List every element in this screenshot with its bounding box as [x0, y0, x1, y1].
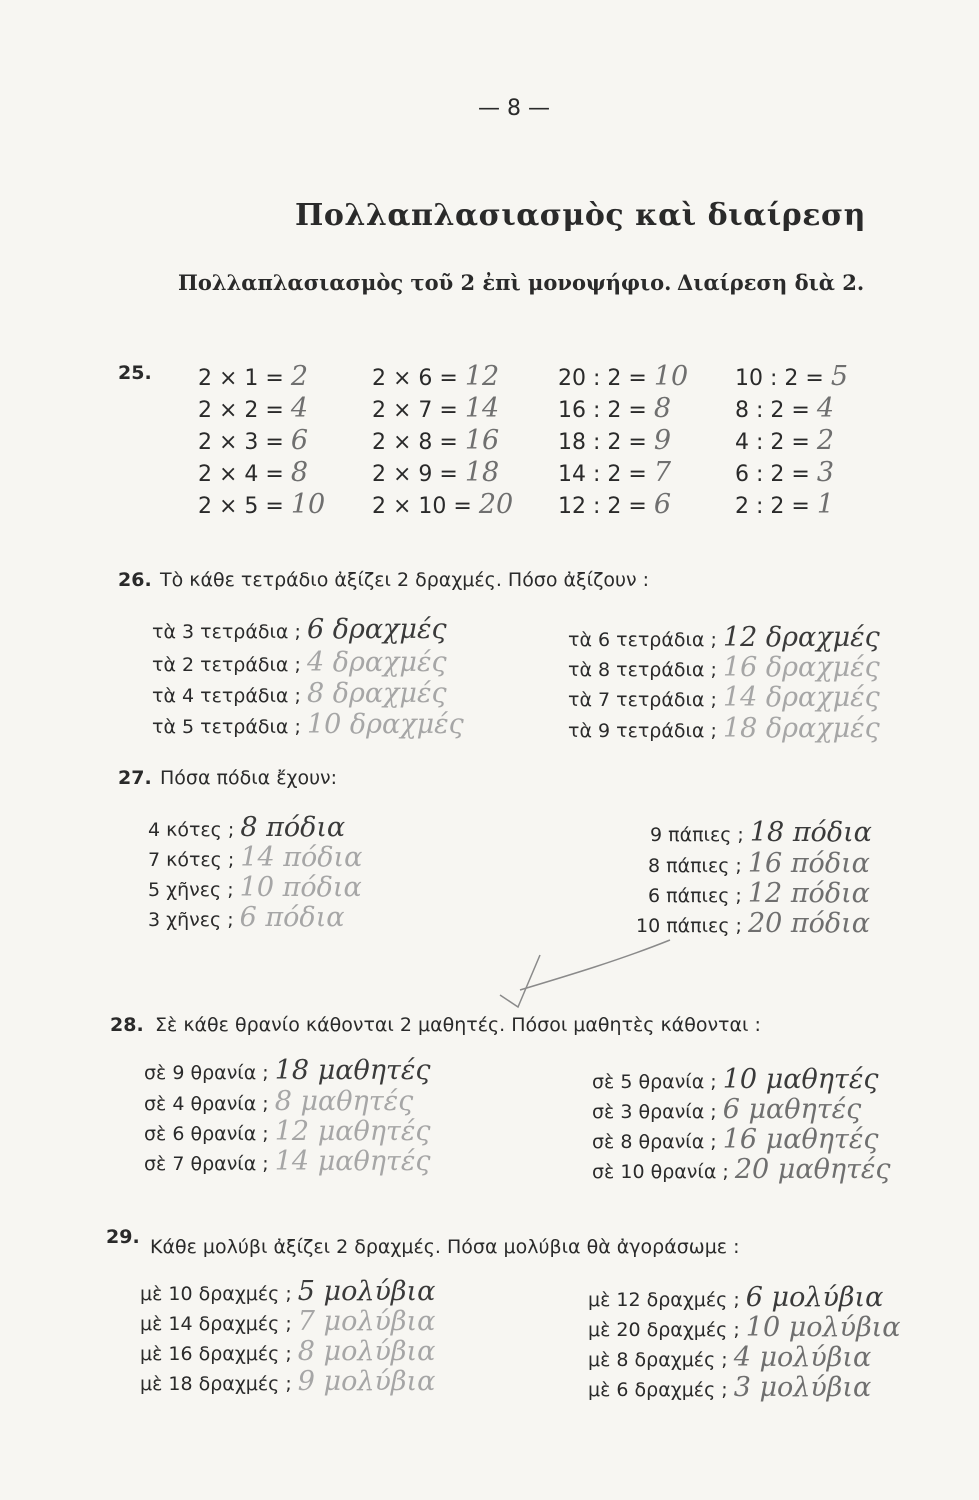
ex25-column-4 [735, 362, 848, 522]
handwritten-answer: 4 μολύβια [733, 1342, 872, 1373]
equation-expression: 4 : 2 = [735, 430, 810, 455]
handwritten-answer: 6 [290, 425, 309, 456]
question-text: σὲ 7 θρανία ; [144, 1153, 269, 1175]
equation-expression: 2 × 6 = [372, 366, 458, 391]
handwritten-answer: 8 μαθητές [274, 1086, 414, 1117]
handwritten-answer: 18 δραχμές [722, 713, 880, 744]
question-line [568, 652, 880, 683]
handwritten-answer: 2 [816, 425, 835, 456]
question-text: τὰ 5 τετράδια ; [152, 716, 301, 738]
question-line [588, 1312, 901, 1343]
handwritten-answer: 5 μολύβια [297, 1276, 436, 1307]
handwritten-answer: 8 πόδια [240, 812, 346, 843]
equation-expression: 2 × 9 = [372, 462, 458, 487]
ex25-column-3 [558, 362, 688, 522]
exercise-28-number: 28. [110, 1014, 144, 1036]
equation-row [558, 394, 688, 426]
handwritten-answer: 18 πόδια [749, 817, 872, 848]
question-text: σὲ 3 θρανία ; [592, 1101, 717, 1123]
question-text: σὲ 4 θρανία ; [144, 1093, 269, 1115]
equation-expression: 14 : 2 = [558, 462, 647, 487]
question-line [568, 622, 880, 653]
handwritten-answer: 14 [464, 393, 500, 424]
exercise-26-prompt: Τὸ κάθε τετράδιο ἀξίζει 2 δραχμές. Πόσο ἀξίζουν : [160, 569, 650, 591]
page-number: — 8 — [478, 96, 550, 121]
question-text: 8 πάπιες ; [648, 855, 742, 877]
question-text: σὲ 10 θρανία ; [592, 1161, 729, 1183]
equation-expression: 18 : 2 = [558, 430, 647, 455]
equation-row [558, 490, 688, 522]
question-line [592, 1124, 878, 1155]
question-line [152, 614, 447, 645]
question-line [144, 1086, 413, 1117]
handwritten-answer: 9 μολύβια [297, 1366, 436, 1397]
equation-expression: 20 : 2 = [558, 366, 647, 391]
handwritten-answer: 3 μολύβια [733, 1372, 872, 1403]
question-line [152, 678, 447, 709]
equation-row [735, 490, 848, 522]
handwritten-answer: 12 δραχμές [722, 622, 880, 653]
question-text: τὰ 2 τετράδια ; [152, 654, 301, 676]
equation-row [372, 490, 513, 522]
question-line [648, 848, 870, 879]
handwritten-answer: 16 μαθητές [722, 1124, 879, 1155]
handwritten-answer: 7 [653, 457, 672, 488]
exercise-29-number: 29. [106, 1226, 140, 1248]
equation-row [735, 458, 848, 490]
handwritten-answer: 14 δραχμές [722, 682, 880, 713]
question-line [144, 1055, 430, 1086]
handwritten-answer: 1 [816, 489, 835, 520]
handwritten-answer: 8 δραχμές [306, 678, 447, 709]
teacher-checkmark [480, 935, 680, 1015]
question-line [144, 1146, 430, 1177]
question-line [140, 1276, 435, 1307]
question-text: σὲ 8 θρανία ; [592, 1131, 717, 1153]
question-text: τὰ 7 τετράδια ; [568, 689, 717, 711]
question-line [140, 1366, 435, 1397]
question-text: τὰ 9 τετράδια ; [568, 720, 717, 742]
handwritten-answer: 10 πόδια [239, 872, 362, 903]
equation-expression: 6 : 2 = [735, 462, 810, 487]
handwritten-answer: 8 μολύβια [297, 1336, 436, 1367]
handwritten-answer: 5 [830, 361, 849, 392]
question-text: τὰ 8 τετράδια ; [568, 659, 717, 681]
question-text: τὰ 3 τετράδια ; [152, 621, 301, 643]
handwritten-answer: 16 δραχμές [722, 652, 880, 683]
equation-row [372, 458, 513, 490]
question-text: μὲ 8 δραχμές ; [588, 1349, 728, 1371]
equation-expression: 2 : 2 = [735, 494, 810, 519]
handwritten-answer: 4 δραχμές [306, 647, 447, 678]
handwritten-answer: 12 μαθητές [274, 1116, 431, 1147]
equation-expression: 2 × 1 = [198, 366, 284, 391]
question-line [648, 878, 870, 909]
question-text: μὲ 18 δραχμές ; [140, 1373, 292, 1395]
handwritten-answer: 6 μαθητές [722, 1094, 862, 1125]
handwritten-answer: 18 μαθητές [274, 1055, 431, 1086]
question-text: 9 πάπιες ; [650, 824, 744, 846]
handwritten-answer: 14 πόδια [240, 842, 363, 873]
question-text: μὲ 14 δραχμές ; [140, 1313, 292, 1335]
exercise-25-number: 25. [118, 362, 152, 384]
question-text: 6 πάπιες ; [648, 885, 742, 907]
equation-expression: 2 × 3 = [198, 430, 284, 455]
handwritten-answer: 3 [816, 457, 835, 488]
handwritten-answer: 6 πόδια [239, 902, 345, 933]
question-line [144, 1116, 430, 1147]
equation-row [372, 362, 513, 394]
handwritten-answer: 4 [290, 393, 309, 424]
question-text: τὰ 6 τετράδια ; [568, 629, 717, 651]
handwritten-answer: 10 [290, 489, 326, 520]
question-line [568, 713, 880, 744]
question-line [588, 1372, 871, 1403]
handwritten-answer: 6 μολύβια [745, 1282, 884, 1313]
equation-row [372, 426, 513, 458]
handwritten-answer: 20 [478, 489, 514, 520]
handwritten-answer: 12 [464, 361, 500, 392]
question-line [152, 647, 447, 678]
handwritten-answer: 6 [653, 489, 672, 520]
question-text: σὲ 9 θρανία ; [144, 1062, 269, 1084]
equation-expression: 8 : 2 = [735, 398, 810, 423]
handwritten-answer: 20 μαθητές [734, 1154, 891, 1185]
handwritten-answer: 20 πόδια [747, 908, 870, 939]
handwritten-answer: 10 δραχμές [306, 709, 464, 740]
question-text: μὲ 6 δραχμές ; [588, 1379, 728, 1401]
handwritten-answer: 2 [290, 361, 309, 392]
question-text: 7 κότες ; [148, 849, 235, 871]
ex25-column-1 [198, 362, 325, 522]
question-line [592, 1064, 878, 1095]
equation-row [198, 426, 325, 458]
equation-row [735, 362, 848, 394]
exercise-28-prompt: Σὲ κάθε θρανίο κάθονται 2 μαθητές. Πόσοι μαθητὲς κάθονται : [155, 1014, 761, 1036]
subtitle-multiplication: Πολλαπλασιασμὸς τοῦ 2 ἐπὶ μονοψήφιο. [178, 270, 672, 295]
question-line [568, 682, 880, 713]
handwritten-answer: 10 [653, 361, 689, 392]
question-text: 4 κότες ; [148, 819, 235, 841]
equation-expression: 2 × 7 = [372, 398, 458, 423]
question-line [140, 1336, 435, 1367]
handwritten-answer: 16 πόδια [747, 848, 870, 879]
equation-row [198, 362, 325, 394]
handwritten-answer: 4 [816, 393, 835, 424]
ex25-column-2 [372, 362, 513, 522]
question-text: μὲ 20 δραχμές ; [588, 1319, 740, 1341]
equation-expression: 12 : 2 = [558, 494, 647, 519]
question-line [588, 1342, 871, 1373]
equation-row [558, 458, 688, 490]
equation-row [372, 394, 513, 426]
question-text: 3 χῆνες ; [148, 909, 234, 931]
exercise-29-prompt: Κάθε μολύβι ἀξίζει 2 δραχμές. Πόσα μολύβια θὰ ἀγοράσωμε : [150, 1236, 740, 1258]
equation-row [198, 394, 325, 426]
equation-row [198, 490, 325, 522]
equation-expression: 2 × 8 = [372, 430, 458, 455]
question-line [152, 709, 464, 740]
question-text: σὲ 6 θρανία ; [144, 1123, 269, 1145]
handwritten-answer: 12 πόδια [747, 878, 870, 909]
equation-row [735, 394, 848, 426]
equation-expression: 10 : 2 = [735, 366, 824, 391]
handwritten-answer: 7 μολύβια [297, 1306, 436, 1337]
equation-row [735, 426, 848, 458]
question-line [148, 902, 345, 933]
checkmark-stroke [500, 955, 540, 1007]
question-text: μὲ 16 δραχμές ; [140, 1343, 292, 1365]
equation-expression: 2 × 10 = [372, 494, 472, 519]
exercise-27-prompt: Πόσα πόδια ἔχουν: [160, 767, 338, 789]
handwritten-answer: 6 δραχμές [306, 614, 447, 645]
handwritten-answer: 16 [464, 425, 500, 456]
equation-expression: 16 : 2 = [558, 398, 647, 423]
question-line [148, 812, 345, 843]
handwritten-answer: 9 [653, 425, 672, 456]
handwritten-answer: 10 μολύβια [745, 1312, 901, 1343]
question-line [588, 1282, 883, 1313]
handwritten-answer: 14 μαθητές [274, 1146, 431, 1177]
handwritten-answer: 10 μαθητές [722, 1064, 879, 1095]
equation-expression: 2 × 2 = [198, 398, 284, 423]
equation-expression: 2 × 5 = [198, 494, 284, 519]
question-line [650, 817, 872, 848]
equation-row [198, 458, 325, 490]
equation-row [558, 362, 688, 394]
equation-expression: 2 × 4 = [198, 462, 284, 487]
question-line [148, 872, 362, 903]
question-text: 5 χῆνες ; [148, 879, 234, 901]
question-line [592, 1154, 891, 1185]
handwritten-answer: 8 [290, 457, 309, 488]
question-text: σὲ 5 θρανία ; [592, 1071, 717, 1093]
handwritten-answer: 18 [464, 457, 500, 488]
question-text: μὲ 12 δραχμές ; [588, 1289, 740, 1311]
question-text: 10 πάπιες ; [636, 915, 742, 937]
question-line [148, 842, 362, 873]
exercise-26-number: 26. [118, 569, 152, 591]
equation-row [558, 426, 688, 458]
question-line [592, 1094, 861, 1125]
checkmark-tail [520, 940, 670, 990]
handwritten-answer: 8 [653, 393, 672, 424]
page-title: Πολλαπλασιασμὸς καὶ διαίρεση [295, 198, 866, 233]
question-text: τὰ 4 τετράδια ; [152, 685, 301, 707]
question-line [140, 1306, 435, 1337]
subtitle-division: Διαίρεση διὰ 2. [677, 270, 865, 295]
question-text: μὲ 10 δραχμές ; [140, 1283, 292, 1305]
exercise-27-number: 27. [118, 767, 152, 789]
